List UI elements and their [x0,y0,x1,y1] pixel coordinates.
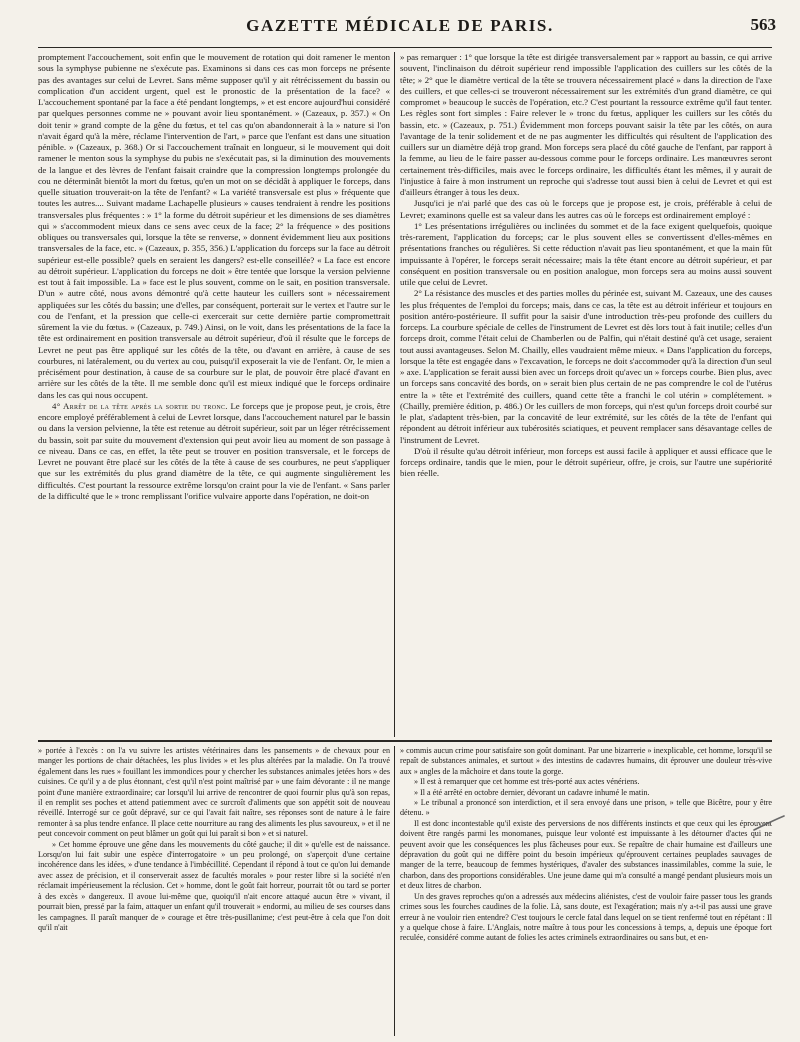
article-column-right [400,52,772,737]
masthead-title: GAZETTE MÉDICALE DE PARIS. [246,16,554,35]
article-column-left [38,52,390,737]
paragraph: » Le tribunal a prononcé son interdiction, et il sera envoyé dans une prison, » telle que Bicêtre, pour y être détenu. » [400,798,772,818]
paragraph: D'où il résulte qu'au détroit inférieur, mon forceps est aussi facile à appliquer et aussi efficace que le forceps ordinaire, tandis que le mien, pour le détroit supérieur, offre, je crois, sur l'autre une supériorité bien réelle. [400,445,772,479]
paragraph [38,401,390,502]
paragraph: 2° La résistance des muscles et des parties molles du périnée est, suivant M. Cazeaux, une des causes les plus fréquentes de l'emploi du forceps; mais, dans ce cas, la tête est au détroit inférieur et toujours en position antéro-postérieure. Il suffit pour la saisir d'une introduction très-peu profonde des cuillers du forceps. La courbure spéciale de celles de l'instrument de Levret est dès lors tout à fait inutile; celles d'un forceps droit, comme l'était celui de Chamberlen ou de Palfin, qui n'était destiné qu'à cet usage, seraient tout aussi avantageuses. Selon M. Chailly, elles vaudraient même mieux. « Dans l'application du forceps, lorsque la tête est engagée dans » l'excavation, le forceps ne doit s'accommoder qu'à la direction d'un seul » axe. L'application se ferait aussi bien avec un forceps droit qu'avec un » forceps courbe. Bien plus, avec un forceps sans concavité des bords, on » serait bien plus certain de ne pas comprendre le col de l'utérus entre la » tête et l'extrémité des cuillers, quand cette tête a franchi le col utérin » complétement. » (Chailly, première édition, p. 486.) Or les cuillers de mon forceps, qui n'est qu'un forceps droit courbé sur le plat, s'adaptent très-bien, par la concavité de leur extrémité, sur les côtés de la tête de l'enfant qui répondent au détroit inférieur aux tubérosités sciatiques, et peuvent remplacer sans désavantage celles de l'instrument de Levret. [400,288,772,445]
paragraph: Jusqu'ici je n'ai parlé que des cas où le forceps que je propose est, je crois, préférable à celui de Levret; examinons quelle est sa valeur dans les autres cas où le forceps est ordinairement employé : [400,198,772,220]
column-divider-top [394,52,395,737]
column-divider-bottom [394,746,395,1036]
paragraph: » Il a été arrêté en octobre dernier, dévorant un cadavre inhumé le matin. [414,787,650,797]
feuilleton-column-left [38,746,390,1036]
paragraph: » commis aucun crime pour satisfaire son goût dominant. Par une bizarrerie » inexplicable, cet homme, lorsqu'il se repaît de substances animales, et surtout » des intestins de cadavres humains, dit éprouver une douleur très-vive aux » angles de la mâchoire et dans toute la gorge. [400,746,772,776]
paragraph: promptement l'accouchement, soit enfin que le mouvement de rotation qui doit ramener le menton sous la symphyse pubienne ne s'exécute pas. Examinons si dans ces cas mon forceps ne présente pas des avantages sur celui de Levret. Sans même supposer qu'il y ait rétrécissement du bassin ou complication d'un accident urgent, quel est le pronostic de la présentation de la face? « L'accouchement spontané par la face a été pendant longtemps, » et est encore aujourd'hui considéré par quelques personnes comme ne » pouvant avoir lieu spontanément. » (Cazeaux, p. 357.) « On doit tenir » grand compte de la gêne du fœtus, et tel cas qu'on abandonnerait à la » nature si l'on n'avait égard qu'à la mère, réclame l'intervention de l'art, » parce que l'enfant est dans une situation pénible. » (Cazeaux, p. 368.) Or si l'accouchement traînait en longueur, si le mouvement qui doit ramener le menton sous la symphyse du pubis ne s'exécutait pas, si la diminution des mouvements de la langue et des lèvres de l'enfant faisait craindre que la compression longtemps prolongée du cou ne déterminât bientôt la mort du fœtus, qu'en un mot on se décidât à appliquer le forceps, dans quelle situation trouverait-on la tête de l'enfant? « La variété transversale est plus » fréquente que toutes les autres.... Suivant madame Lachapelle plusieurs » causes tendraient à rendre les positions transversales plus fréquentes : » 1° la forme du détroit supérieur et les dimensions de ses diamètres qui » s'accommodent mieux dans ce sens avec ceux de la face; 2° la fréquence » des positions obliques ou transversales qui, lorsque la tête se renverse, » donnent évidemment lieu aux positions transversales de la face, etc. » (Cazeaux, p. 355, 356.) L'application du forceps sur la face au détroit supérieur est-elle possible? quels en seraient les dangers? est-elle conseillée? « La face est encore au détroit supérieur. L'application du forceps ne doit » être tentée que lorsque la version pelvienne est tout à fait impossible. La » face est le plus souvent, comme on le sait, en position transversale. D'un » autre côté, nous avons démontré qu'à cette hauteur les cuillers sont » nécessairement appliquées sur les côtés du bassin; une d'elles, par conséquent, porterait sur le vertex et l'autre sur le cou de l'enfant, et la pression que celle-ci exercerait sur cette dernière partie compromettrait sûrement la vie du fœtus. » (Cazeaux, p. 749.) Ainsi, on le voit, dans les présentations de la face la tête est ordinairement en position transversale au détroit supérieur, d'où il résulte que le forceps de Levret ne peut pas être appliqué sur les côtés de la tête, ou d'avant en arrière, à cause de ses courbures, ni latéralement, ou du vertex au cou, puisqu'il exposerait la vie de l'enfant. Or, le mien a précisément pour destination, à cause de sa courbure sur le plat, de pouvoir être placé d'avant en arrière sur les côtés de la tête. Il me semble donc qu'il est mieux indiqué que le forceps ordinaire dans les cas qui nous occupent. [38,52,390,400]
paragraph: » Il est à remarquer que cet homme est très-porté aux actes vénériens. [414,777,640,787]
section-heading: 4° Arrêt de la tête après la sortie du tronc. [52,400,228,411]
paragraph: » Cet homme éprouve une gêne dans les mouvements du côté gauche; il dit » qu'elle est de naissance. Lorsqu'on lui fait subir une espèce d'interrogatoire » un peu prolongé, on s'aperçoit d'une certaine incohérence dans les idées, » d'une tendance à l'imbécillité. Cependant il répond à tout ce qu'on lui demande avec assez de précision, et il conserverait assez de facultés morales » pour rester libre si la société n'en réclamait impérieusement la réclusion. Cet » homme, dont le goût fait horreur, pourrait tôt ou tard se porter à des excès » dangereux. Il avoue lui-même que, quoiqu'il n'ait encore attaqué aucun être » vivant, il pourrait bien, pressé par la faim, attaquer un enfant qu'il trouverait » endormi, au milieu de ses courses dans les campagnes. Il paraît manquer de » courage et être très-pusillanime; c'est peut-être à cela que l'on doit qu'il n'ait [38,839,390,932]
section-separator-rule [38,740,772,742]
page-number: 563 [750,15,776,34]
page-header [0,0,800,50]
header-rule [38,47,772,48]
paragraph: » portée à l'excès : on l'a vu suivre les artistes vétérinaires dans les pansements » de chevaux pour en manger les portions de chair détachées, les plus livides » et les plus altérées par la maladie. On l'a trouvé également dans les rues » fouillant les immondices pour y chercher les substances animales jetées hors » des cuisines. Ce qu'il y a de plus étonnant, c'est qu'il n'est point maîtrisé par » une faim dévorante : il ne mange point d'une manière extraordinaire; car lorsqu'il lui arrive de rencontrer de quoi fournir plus qu'à son repas, il en remplit ses poches et attend patiemment avec ce surcroît d'aliments que son appétit soit de nouveau réveillé. Interrogé sur ce goût dépravé, sur ce qui l'avait fait naître, ses réponses sont de nature à le faire remonter à sa plus tendre enfance. Il place cette nourriture au rang des aliments les plus savoureux, » et il ne peut concevoir comment on peut blâmer un goût qui lui paraît si bon » et si naturel. [38,746,390,839]
paragraph: » pas remarquer : 1° que lorsque la tête est dirigée transversalement par » rapport au bassin, ce qui arrive souvent, l'inclinaison du détroit supérieur rend impossible l'application des cuillers sur les côtés de la tête; » 2° que le diamètre vertical de la tête se trouvera nécessairement placé » dans la direction de l'axe des cuillers, et que celles-ci se trouveront nécessairement sur les extrémités d'un grand diamètre, ce qui compromet » beaucoup le succès de l'opération, etc.? C'est pourtant la ressource extrême qu'il faut tenter. Les règles sont fort simples : Faire relever le » tronc du fœtus, appliquer les cuillers sur les côtés du bassin, etc. » (Cazeaux, p. 751.) Évidemment mon forceps pouvant saisir la tête par les côtés, on aura l'avantage de la tenir solidement et de ne pas augmenter les difficultés qui résultent de l'application des cuillers sur un diamètre déjà trop grand. Mon forceps sera placé du côté gauche de l'enfant, par rapport à la femme, au lieu de le faire passer au-dessous comme pour le forceps ordinaire. Les manœuvres seront certainement très-difficiles, mais avec le forceps ordinaire, les difficultés étant les mêmes, il y aurait de l'injustice à faire à mon instrument un reproche qui s'adresse tout aussi bien à celui de Levret et qui est d'ailleurs étranger à tous les deux. [400,52,772,197]
feuilleton-column-right [400,746,772,1036]
paragraph: Un des graves reproches qu'on a adressés aux médecins aliénistes, c'est de vouloir faire passer tous les grands crimes sous les fourches caudines de la folie. Là, sans doute, est l'exagération; mais n'y a-t-il pas aussi une grave erreur à ne vouloir rien entendre? C'est toujours le cercle fatal dans lequel on se tient renfermé tout en répétant : Il y a quelque chose à faire. L'Anglais, notre maître à tous pour les concessions à temps, a, depuis une époque fort reculée, considéré comme autant de folies les actes criminels extraordinaires ou sans but, et en- [400,891,772,943]
pencil-annotation-mark [752,813,786,833]
paragraph-text: Le forceps que je propose peut, je crois, être encore employé préférablement à celui de Levret lorsque, dans l'accouchement naturel par le bassin ou dans la version pelvienne, la tête est retenue au détroit supérieur, soit par un léger rétrécissement du bassin, soit par suite du mouvement d'extension qui peut avoir lieu au moment de son passage à ce niveau. Dans ce cas, en effet, la tête peut se trouver en position transversale, et le forceps de Levret ne pouvant être placé sur les côtés de la tête à cause de ses courbures, ne peut s'appliquer que sur les extrémités du plus grand diamètre de la tête, ce qui augmente singulièrement les difficultés. C'est pourtant la ressource extrême lorsqu'on craint pour la vie de l'enfant. « Sans parler de la difficulté que le » tronc remplissant l'orifice vulvaire apporte dans l'opération, ne doit-on [38,400,390,501]
paragraph: Il est donc incontestable qu'il existe des perversions de nos différents instincts et que ceux qui les éprouvent doivent être rangés parmi les monomanes, puisque leur volonté est impuissante à les détourner d'actes qui ne peuvent avoir que les conséquences les plus fâcheuses pour eux. Se repaître de chair humaine est d'ailleurs une dépravation du goût qui ne diffère point du besoin impérieux qu'éprouvent certaines peuplades sauvages de manger de la terre, beaucoup de femmes hystériques, d'avaler des substances inassimilables, comme la suie, le charbon, dans des proportions considérables. Une jeune dame qui m'a consulté a mangé pendant plusieurs mois un et deux litres de charbon. [400,818,772,891]
paragraph: 1° Les présentations irrégulières ou inclinées du sommet et de la face exigent quelquefois, quoique très-rarement, l'application du forceps; car le plus souvent elles se convertissent d'elles-mêmes en présentations franches ou régulières. Si cette réduction n'avait pas lieu spontanément, et que la main fût impuissante à l'opérer, le forceps serait nécessaire; mais la tête étant encore au détroit supérieur, et par conséquent en position transversale ou en position analogue, mon forceps sera au moins aussi souvent utile que celui de Levret. [400,220,772,287]
